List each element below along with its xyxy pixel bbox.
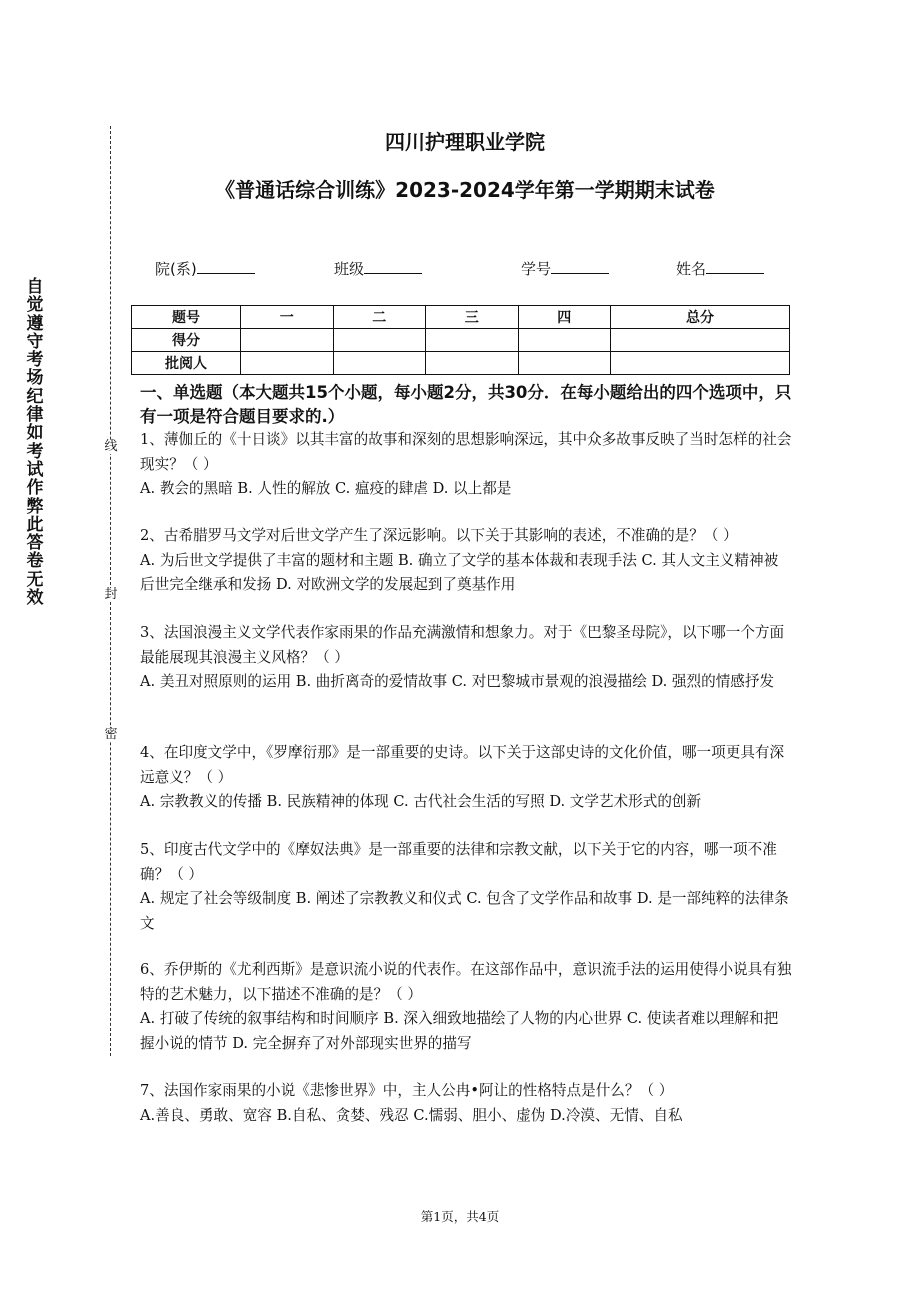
grader-cell[interactable] xyxy=(611,352,790,375)
question-6 xyxy=(140,958,792,1056)
grader-cell[interactable] xyxy=(333,352,426,375)
exam-discipline-notice: 自觉遵守考场纪律如考试作弊此答卷无效 xyxy=(26,277,44,609)
score-cell[interactable] xyxy=(518,329,611,352)
department-field[interactable] xyxy=(155,258,255,279)
question-options: A.善良、勇敢、宽容 B.自私、贪婪、残忍 C.懦弱、胆小、虚伪 D.冷漠、无情、自私 xyxy=(140,1106,683,1124)
question-stem: 7、法国作家雨果的小说《悲惨世界》中，主人公冉•阿让的性格特点是什么？（ ） xyxy=(140,1082,674,1099)
student-id-label: 学号 xyxy=(521,260,552,278)
cut-label-line: 线 xyxy=(104,439,118,454)
student-id-blank[interactable] xyxy=(551,259,609,274)
class-field[interactable] xyxy=(334,258,422,279)
score-col-3: 三 xyxy=(426,306,519,329)
question-2 xyxy=(140,524,792,598)
score-cell[interactable] xyxy=(611,329,790,352)
question-options: A. 美丑对照原则的运用 B. 曲折离奇的爱情故事 C. 对巴黎城市景观的浪漫描绘 D. 强烈的情感抒发 xyxy=(140,673,775,690)
exam-title: 《普通话综合训练》2023-2024学年第一学期期末试卷 xyxy=(215,178,715,202)
grader-row-label: 批阅人 xyxy=(132,352,241,375)
question-stem: 5、印度古代文学中的《摩奴法典》是一部重要的法律和宗教文献，以下关于它的内容，哪一项不准确？（ ） xyxy=(140,841,777,883)
score-col-1: 一 xyxy=(241,306,334,329)
score-col-2: 二 xyxy=(333,306,426,329)
score-table-header-row xyxy=(132,306,790,329)
question-options: A. 为后世文学提供了丰富的题材和主题 B. 确立了文学的基本体裁和表现手法 C. 其人文主义精神被后世完全继承和发扬 D. 对欧洲文学的发展起到了奠基作用 xyxy=(140,551,779,593)
score-cell[interactable] xyxy=(426,329,519,352)
score-cell[interactable] xyxy=(333,329,426,352)
cut-label-secret: 密 xyxy=(104,727,118,742)
question-options: A. 宗教教义的传播 B. 民族精神的体现 C. 古代社会生活的写照 D. 文学艺术形式的创新 xyxy=(140,793,702,810)
name-blank[interactable] xyxy=(706,259,764,274)
grader-cell[interactable] xyxy=(241,352,334,375)
question-4 xyxy=(140,741,792,815)
school-name: 四川护理职业学院 xyxy=(385,130,545,154)
department-label: 院(系) xyxy=(155,260,197,278)
question-options: A. 教会的黑暗 B. 人性的解放 C. 瘟疫的肆虐 D. 以上都是 xyxy=(140,480,512,497)
grader-cell[interactable] xyxy=(518,352,611,375)
student-id-field[interactable] xyxy=(521,258,609,279)
question-7 xyxy=(140,1079,792,1128)
score-cell[interactable] xyxy=(241,329,334,352)
question-stem: 3、法国浪漫主义文学代表作家雨果的作品充满激情和想象力。对于《巴黎圣母院》，以下哪一个方面最能展现其浪漫主义风格？（ ） xyxy=(140,624,785,666)
score-table xyxy=(131,305,790,375)
class-blank[interactable] xyxy=(364,259,422,274)
cut-label-seal: 封 xyxy=(104,587,118,602)
question-5 xyxy=(140,838,792,936)
class-label: 班级 xyxy=(334,260,365,278)
score-col-question-no: 题号 xyxy=(132,306,241,329)
score-row xyxy=(132,329,790,352)
question-options: A. 规定了社会等级制度 B. 阐述了宗教教义和仪式 C. 包含了文学作品和故事 D. 是一部纯粹的法律条文 xyxy=(140,890,789,932)
question-options: A. 打破了传统的叙事结构和时间顺序 B. 深入细致地描绘了人物的内心世界 C. 使读者难以理解和把握小说的情节 D. 完全摒弃了对外部现实世界的描写 xyxy=(140,1010,779,1052)
question-stem: 2、古希腊罗马文学对后世文学产生了深远影响。以下关于其影响的表述，不准确的是？（ ） xyxy=(140,527,738,544)
question-3 xyxy=(140,621,792,695)
department-blank[interactable] xyxy=(197,259,255,274)
page-number: 第1页，共4页 xyxy=(420,1209,500,1224)
name-label: 姓名 xyxy=(676,260,707,278)
question-1 xyxy=(140,428,792,502)
grader-row xyxy=(132,352,790,375)
name-field[interactable] xyxy=(676,258,764,279)
question-stem: 1、薄伽丘的《十日谈》以其丰富的故事和深刻的思想影响深远，其中众多故事反映了当时怎样的社会现实？（ ） xyxy=(140,431,792,473)
score-col-4: 四 xyxy=(518,306,611,329)
grader-cell[interactable] xyxy=(426,352,519,375)
score-col-total: 总分 xyxy=(611,306,790,329)
question-stem: 4、在印度文学中，《罗摩衍那》是一部重要的史诗。以下关于这部史诗的文化价值，哪一项更具有深远意义？（ ） xyxy=(140,744,785,786)
section-title: 一、单选题（本大题共15个小题，每小题2分，共30分．在每小题给出的四个选项中，只有一项是符合题目要求的.） xyxy=(140,383,792,426)
score-row-label: 得分 xyxy=(132,329,241,352)
question-stem: 6、乔伊斯的《尤利西斯》是意识流小说的代表作。在这部作品中，意识流手法的运用使得小说具有独特的艺术魅力，以下描述不准确的是？（ ） xyxy=(140,961,792,1003)
